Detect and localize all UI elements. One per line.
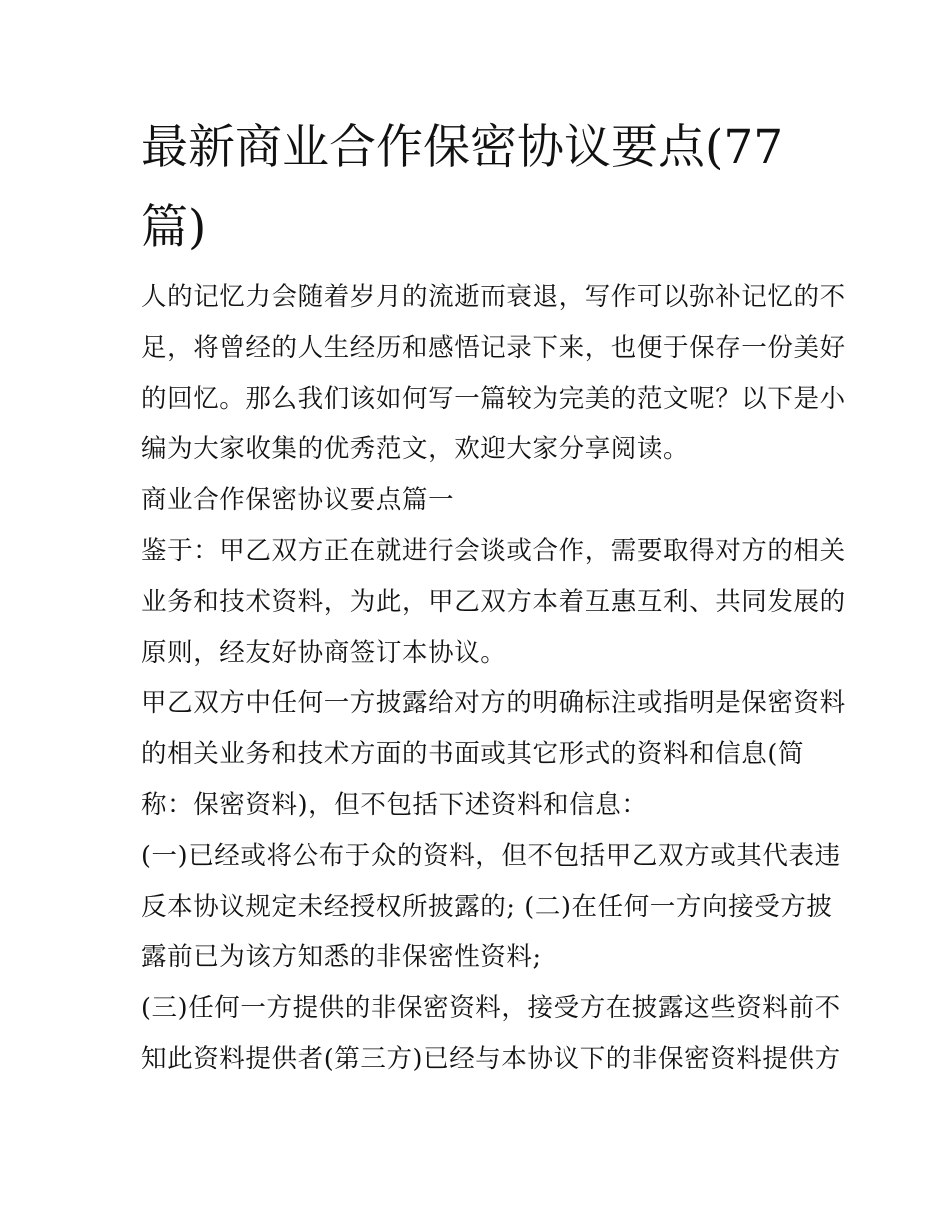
- document-body: [141, 272, 846, 1085]
- text-line: 称：保密资料)，但不包括下述资料和信息：: [141, 789, 648, 820]
- text-line: (一)已经或将公布于众的资料，但不包括甲乙双方或其代表违: [141, 840, 841, 871]
- text-line: 人的记忆力会随着岁月的流逝而衰退，写作可以弥补记忆的不: [141, 282, 846, 312]
- text-line: 足，将曾经的人生经历和感悟记录下来，也便于保存一份美好: [141, 332, 846, 363]
- section-heading: [141, 475, 831, 526]
- title-line: 最新商业合作保密协议要点(77: [141, 120, 784, 175]
- paragraph-intro: [141, 272, 846, 475]
- text-line: 业务和技术资料，为此，甲乙双方本着互惠互利、共同发展的: [141, 586, 846, 617]
- document-title: [141, 108, 821, 268]
- paragraph-exclusion-3: [141, 983, 841, 1085]
- text-line: 反本协议规定未经授权所披露的; (二)在任何一方向接受方披: [141, 891, 833, 922]
- title-line: 篇): [141, 200, 207, 255]
- paragraph-exclusions-1-2: [141, 831, 841, 983]
- text-line: 的回忆。那么我们该如何写一篇较为完美的范文呢？以下是小: [141, 383, 846, 414]
- text-line: (三)任何一方提供的非保密资料，接受方在披露这些资料前不: [141, 993, 841, 1024]
- text-line: 编为大家收集的优秀范文，欢迎大家分享阅读。: [141, 434, 690, 465]
- text-line: 原则，经友好协商签订本协议。: [141, 637, 507, 668]
- text-line: 知此资料提供者(第三方)已经与本协议下的非保密资料提供方: [141, 1043, 841, 1074]
- text-line: 鉴于：甲乙双方正在就进行会谈或合作，需要取得对方的相关: [141, 535, 846, 566]
- text-line: 的相关业务和技术方面的书面或其它形式的资料和信息(简: [141, 739, 805, 770]
- text-line: 甲乙双方中任何一方披露给对方的明确标注或指明是保密资料: [141, 688, 846, 719]
- paragraph-whereas: [141, 526, 846, 678]
- paragraph-definition: [141, 678, 846, 830]
- text-line: 露前已为该方知悉的非保密性资料;: [141, 942, 542, 973]
- text-line: 商业合作保密协议要点篇一: [141, 485, 455, 516]
